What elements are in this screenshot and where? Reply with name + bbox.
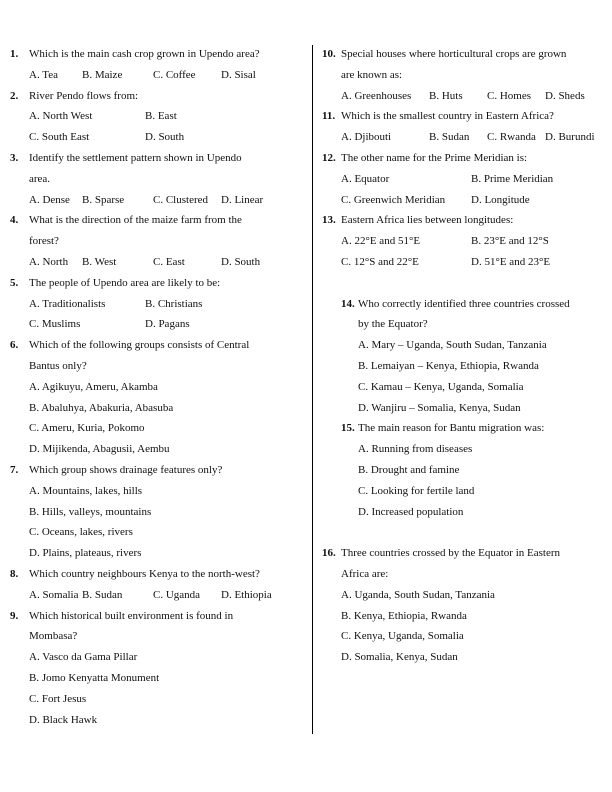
question-number: 4. bbox=[10, 214, 19, 227]
question-text bbox=[10, 273, 305, 294]
answer-option: B. Sparse bbox=[82, 193, 125, 206]
question-number: 6. bbox=[10, 339, 19, 352]
question-line: by the Equator? bbox=[358, 318, 428, 331]
question-text bbox=[10, 86, 305, 107]
question-text bbox=[322, 106, 608, 127]
question-line: are known as: bbox=[341, 68, 403, 81]
options-row bbox=[10, 398, 305, 419]
options-row bbox=[322, 190, 608, 211]
answer-option: D. Ethiopia bbox=[221, 588, 272, 601]
questions-14-15 bbox=[322, 294, 608, 523]
question-number: 11. bbox=[322, 110, 336, 123]
question-number: 8. bbox=[10, 567, 19, 580]
question-text-cont bbox=[10, 231, 305, 252]
answer-option: B. East bbox=[145, 110, 177, 123]
options-row bbox=[10, 190, 305, 211]
answer-option: B. Christians bbox=[145, 297, 203, 310]
question-line: The main reason for Bantu migration was: bbox=[358, 422, 545, 435]
answer-option: B. Prime Meridian bbox=[471, 172, 554, 185]
options-row bbox=[322, 335, 608, 356]
question-line: area. bbox=[29, 172, 51, 185]
answer-option: C. Kamau – Kenya, Uganda, Somalia bbox=[358, 380, 524, 393]
options-row bbox=[322, 252, 608, 273]
options-row bbox=[322, 398, 608, 419]
answer-option: A. Greenhouses bbox=[341, 89, 412, 102]
answer-option: A. 22°E and 51°E bbox=[341, 235, 421, 248]
spacer bbox=[322, 273, 608, 294]
spacer bbox=[322, 522, 608, 543]
answer-option: D. South bbox=[145, 131, 185, 144]
answer-option: C. Looking for fertile land bbox=[358, 484, 475, 497]
answer-option: B. Kenya, Ethiopia, Rwanda bbox=[341, 609, 467, 622]
options-row bbox=[322, 502, 608, 523]
answer-option: B. Abaluhya, Abakuria, Abasuba bbox=[29, 401, 174, 414]
question-number: 10. bbox=[322, 48, 336, 60]
question-line: Bantus only? bbox=[29, 359, 87, 372]
answer-option: C. Coffee bbox=[153, 68, 196, 81]
question-text bbox=[322, 418, 608, 439]
answer-option: D. Black Hawk bbox=[29, 713, 98, 726]
left-column bbox=[10, 44, 305, 730]
question-text bbox=[10, 335, 305, 356]
answer-option: C. 12°S and 22°E bbox=[341, 255, 419, 268]
answer-option: B. Sudan bbox=[429, 131, 470, 144]
question-text bbox=[322, 543, 608, 564]
question-line: Which is the main cash crop grown in Upendo area? bbox=[29, 48, 260, 60]
options-row bbox=[322, 647, 608, 668]
answer-option: C. Muslims bbox=[29, 318, 81, 331]
answer-option: D. Pagans bbox=[145, 318, 190, 331]
question-number: 3. bbox=[10, 151, 19, 164]
question-line: Which group shows drainage features only? bbox=[29, 463, 223, 476]
column-divider bbox=[312, 45, 313, 734]
answer-option: C. Homes bbox=[487, 89, 531, 102]
options-row bbox=[322, 606, 608, 627]
answer-option: B. 23°E and 12°S bbox=[471, 235, 549, 248]
options-row bbox=[322, 585, 608, 606]
question-text-cont bbox=[322, 65, 608, 86]
question-line: Which country neighbours Kenya to the north-west? bbox=[29, 567, 260, 580]
question-line: Africa are: bbox=[341, 567, 389, 580]
answer-option: A. Vasco da Gama Pillar bbox=[29, 651, 138, 664]
answer-option: C. East bbox=[153, 255, 185, 268]
answer-option: A. Djibouti bbox=[341, 131, 392, 144]
options-row bbox=[10, 377, 305, 398]
question-number: 7. bbox=[10, 463, 19, 476]
question-line: Which is the smallest country in Eastern Africa? bbox=[341, 110, 554, 123]
options-row bbox=[10, 522, 305, 543]
options-row bbox=[322, 86, 608, 107]
answer-option: D. Increased population bbox=[358, 505, 464, 518]
answer-option: C. Rwanda bbox=[487, 131, 536, 144]
question-text bbox=[10, 460, 305, 481]
question-16 bbox=[322, 543, 608, 668]
answer-option: A. Running from diseases bbox=[358, 443, 473, 456]
question-number: 5. bbox=[10, 276, 19, 289]
question-number: 9. bbox=[10, 609, 19, 622]
options-row bbox=[322, 356, 608, 377]
answer-option: A. Mary – Uganda, South Sudan, Tanzania bbox=[358, 339, 547, 352]
answer-option: D. 51°E and 23°E bbox=[471, 255, 551, 268]
answer-option: C. Fort Jesus bbox=[29, 692, 87, 705]
options-row bbox=[10, 543, 305, 564]
question-number: 1. bbox=[10, 48, 19, 60]
options-row bbox=[10, 668, 305, 689]
answer-option: B. Jomo Kenyatta Monument bbox=[29, 671, 160, 684]
answer-option: D. Longitude bbox=[471, 193, 530, 206]
question-text-cont bbox=[10, 356, 305, 377]
options-row bbox=[10, 252, 305, 273]
options-row bbox=[10, 689, 305, 710]
options-row bbox=[10, 585, 305, 606]
question-text bbox=[322, 294, 608, 315]
question-line: Eastern Africa lies between longitudes: bbox=[341, 214, 514, 227]
options-row bbox=[322, 460, 608, 481]
right-column bbox=[322, 44, 608, 668]
question-number: 15. bbox=[341, 422, 355, 435]
answer-option: C. Clustered bbox=[153, 193, 208, 206]
answer-option: D. Mijikenda, Abagusii, Aembu bbox=[29, 443, 170, 456]
question-line: The other name for the Prime Meridian is: bbox=[341, 151, 528, 164]
options-row bbox=[322, 626, 608, 647]
answer-option: B. Hills, valleys, mountains bbox=[29, 505, 152, 518]
answer-option: A. North West bbox=[29, 110, 93, 123]
question-text bbox=[322, 148, 608, 169]
question-text bbox=[322, 44, 608, 65]
answer-option: B. Huts bbox=[429, 89, 463, 102]
answer-option: A. Agikuyu, Ameru, Akamba bbox=[29, 380, 158, 393]
question-text-cont bbox=[10, 169, 305, 190]
question-line: Identify the settlement pattern shown in Upendo bbox=[29, 151, 242, 164]
answer-option: D. Sheds bbox=[545, 89, 585, 102]
answer-option: C. Ameru, Kuria, Pokomo bbox=[29, 422, 145, 435]
answer-option: D. Somalia, Kenya, Sudan bbox=[341, 651, 458, 664]
answer-option: C. South East bbox=[29, 131, 90, 144]
answer-option: D. Burundi bbox=[545, 131, 595, 144]
questions-10-13 bbox=[322, 44, 608, 273]
answer-option: B. Lemaiyan – Kenya, Ethiopia, Rwanda bbox=[358, 359, 539, 372]
question-line: River Pendo flows from: bbox=[29, 89, 139, 102]
options-row bbox=[10, 127, 305, 148]
question-number: 13. bbox=[322, 214, 336, 227]
question-line: forest? bbox=[29, 235, 59, 248]
question-line: Mombasa? bbox=[29, 630, 78, 643]
answer-option: B. West bbox=[82, 255, 117, 268]
question-text bbox=[10, 44, 305, 65]
question-text-cont bbox=[10, 626, 305, 647]
options-row bbox=[322, 377, 608, 398]
question-line: What is the direction of the maize farm from the bbox=[29, 214, 242, 227]
answer-option: C. Greenwich Meridian bbox=[341, 193, 446, 206]
options-row bbox=[322, 439, 608, 460]
answer-option: B. Drought and famine bbox=[358, 463, 460, 476]
question-line: Which of the following groups consists of Central bbox=[29, 339, 250, 352]
question-text bbox=[322, 210, 608, 231]
options-row bbox=[10, 481, 305, 502]
question-line: Three countries crossed by the Equator in Eastern bbox=[341, 547, 561, 560]
answer-option: B. Sudan bbox=[82, 588, 123, 601]
answer-option: D. Sisal bbox=[221, 68, 256, 81]
options-row bbox=[10, 502, 305, 523]
options-row bbox=[10, 439, 305, 460]
answer-option: D. Wanjiru – Somalia, Kenya, Sudan bbox=[358, 401, 521, 414]
options-row bbox=[10, 314, 305, 335]
question-line: Who correctly identified three countries crossed bbox=[358, 297, 570, 310]
answer-option: C. Kenya, Uganda, Somalia bbox=[341, 630, 464, 643]
answer-option: C. Uganda bbox=[153, 588, 201, 601]
question-text-cont bbox=[322, 564, 608, 585]
question-text bbox=[10, 210, 305, 231]
answer-option: D. South bbox=[221, 255, 261, 268]
answer-option: A. Uganda, South Sudan, Tanzania bbox=[341, 588, 495, 601]
answer-option: A. Tea bbox=[29, 68, 58, 81]
options-row bbox=[322, 481, 608, 502]
options-row bbox=[10, 106, 305, 127]
question-text-cont bbox=[322, 314, 608, 335]
question-number: 14. bbox=[341, 297, 355, 310]
options-row bbox=[10, 294, 305, 315]
answer-option: A. Equator bbox=[341, 172, 390, 185]
answer-option: D. Plains, plateaus, rivers bbox=[29, 547, 142, 560]
options-row bbox=[10, 65, 305, 86]
answer-option: C. Oceans, lakes, rivers bbox=[29, 526, 133, 539]
answer-option: A. North bbox=[29, 255, 69, 268]
question-text bbox=[10, 564, 305, 585]
options-row bbox=[322, 127, 608, 148]
answer-option: B. Maize bbox=[82, 68, 123, 81]
question-number: 2. bbox=[10, 89, 19, 102]
options-row bbox=[10, 710, 305, 731]
question-text bbox=[10, 606, 305, 627]
question-line: The people of Upendo area are likely to be: bbox=[29, 276, 221, 289]
answer-option: A. Mountains, lakes, hills bbox=[29, 484, 143, 497]
options-row bbox=[10, 647, 305, 668]
answer-option: D. Linear bbox=[221, 193, 264, 206]
answer-option: A. Traditionalists bbox=[29, 297, 106, 310]
question-line: Special houses where horticultural crops are grown bbox=[341, 48, 567, 60]
question-number: 16. bbox=[322, 547, 336, 560]
answer-option: A. Dense bbox=[29, 193, 70, 206]
options-row bbox=[10, 418, 305, 439]
answer-option: A. Somalia bbox=[29, 588, 79, 601]
question-line: Which historical built environment is found in bbox=[29, 609, 234, 622]
options-row bbox=[322, 231, 608, 252]
question-text bbox=[10, 148, 305, 169]
options-row bbox=[322, 169, 608, 190]
question-number: 12. bbox=[322, 151, 336, 164]
